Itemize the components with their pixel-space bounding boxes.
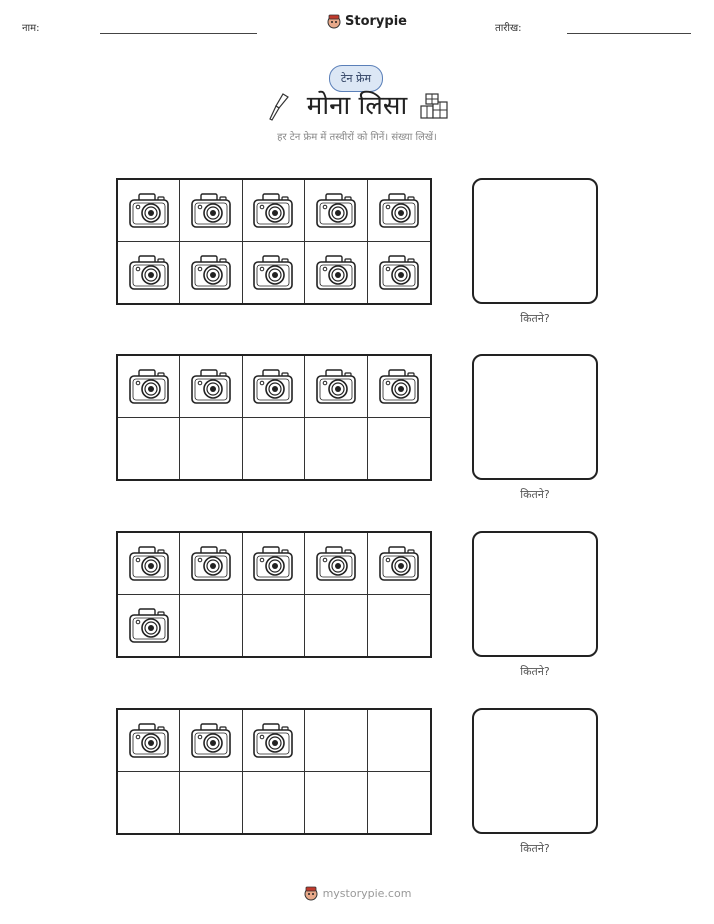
name-field[interactable] [100, 33, 257, 34]
camera-icon [314, 252, 358, 292]
frame-cell [180, 242, 242, 304]
frame-cell [243, 242, 305, 304]
storypie-mascot-icon [303, 885, 319, 901]
frame-cell [368, 418, 430, 480]
camera-icon [251, 252, 295, 292]
frame-cell [243, 418, 305, 480]
frame-cell [180, 595, 242, 657]
frame-cell [305, 418, 367, 480]
camera-icon [314, 543, 358, 583]
frame-cell [305, 356, 367, 418]
camera-icon [314, 366, 358, 406]
answer-box[interactable] [472, 708, 598, 834]
camera-icon [251, 366, 295, 406]
camera-icon [127, 543, 171, 583]
frame-cell [368, 533, 430, 595]
camera-icon [127, 605, 171, 645]
frame-cell [118, 242, 180, 304]
frame-cell [368, 772, 430, 834]
ten-frame [116, 178, 432, 305]
name-label: नाम: [22, 23, 40, 34]
frame-cell [118, 772, 180, 834]
frame-cell [180, 180, 242, 242]
camera-icon [251, 190, 295, 230]
frame-cell [118, 418, 180, 480]
camera-icon [189, 543, 233, 583]
frame-cell [305, 710, 367, 772]
camera-icon [377, 543, 421, 583]
frame-cell [180, 418, 242, 480]
frame-cell [305, 595, 367, 657]
frame-cell [118, 533, 180, 595]
gift-pile-icon [418, 90, 450, 122]
frame-cell [368, 710, 430, 772]
how-many-prompt: कितने? [520, 312, 550, 325]
frame-cell [368, 242, 430, 304]
camera-icon [377, 190, 421, 230]
storypie-mascot-icon [326, 13, 342, 29]
frame-cell [305, 533, 367, 595]
page-title: मोना लिसा [306, 91, 408, 121]
footer [0, 885, 714, 901]
brand-logo [326, 13, 407, 29]
frame-cell [368, 595, 430, 657]
how-many-prompt: कितने? [520, 665, 550, 678]
frame-cell [305, 180, 367, 242]
instructions: हर टेन फ्रेम में तस्वीरों को गिनें। संख्या लिखें। [277, 132, 437, 143]
answer-box[interactable] [472, 178, 598, 304]
frame-cell [243, 533, 305, 595]
frame-cell [118, 180, 180, 242]
frame-cell [243, 710, 305, 772]
camera-icon [189, 252, 233, 292]
camera-icon [127, 190, 171, 230]
ten-frame [116, 708, 432, 835]
how-many-prompt: कितने? [520, 488, 550, 501]
answer-box[interactable] [472, 354, 598, 480]
brand-name: Storypie [345, 13, 407, 29]
camera-icon [251, 720, 295, 760]
answer-box[interactable] [472, 531, 598, 657]
frame-cell [180, 710, 242, 772]
frame-cell [243, 180, 305, 242]
camera-icon [314, 190, 358, 230]
camera-icon [377, 252, 421, 292]
frame-cell [118, 595, 180, 657]
frame-cell [305, 242, 367, 304]
camera-icon [127, 366, 171, 406]
frame-cell [118, 710, 180, 772]
frame-cell [368, 180, 430, 242]
camera-icon [251, 543, 295, 583]
frame-cell [243, 595, 305, 657]
frame-cell [180, 533, 242, 595]
frame-cell [368, 356, 430, 418]
frame-cell [243, 772, 305, 834]
camera-icon [127, 720, 171, 760]
frame-cell [305, 772, 367, 834]
date-field[interactable] [567, 33, 691, 34]
camera-icon [127, 252, 171, 292]
ten-frame [116, 354, 432, 481]
frame-cell [243, 356, 305, 418]
camera-icon [189, 366, 233, 406]
frame-cell [118, 356, 180, 418]
ten-frame [116, 531, 432, 658]
date-label: तारीख: [495, 23, 522, 34]
worksheet-type-badge: टेन फ्रेम [329, 65, 383, 92]
frame-cell [180, 772, 242, 834]
camera-icon [189, 190, 233, 230]
camera-icon [189, 720, 233, 760]
footer-url: mystorypie.com [322, 886, 412, 900]
frame-cell [180, 356, 242, 418]
how-many-prompt: कितने? [520, 842, 550, 855]
camera-icon [377, 366, 421, 406]
